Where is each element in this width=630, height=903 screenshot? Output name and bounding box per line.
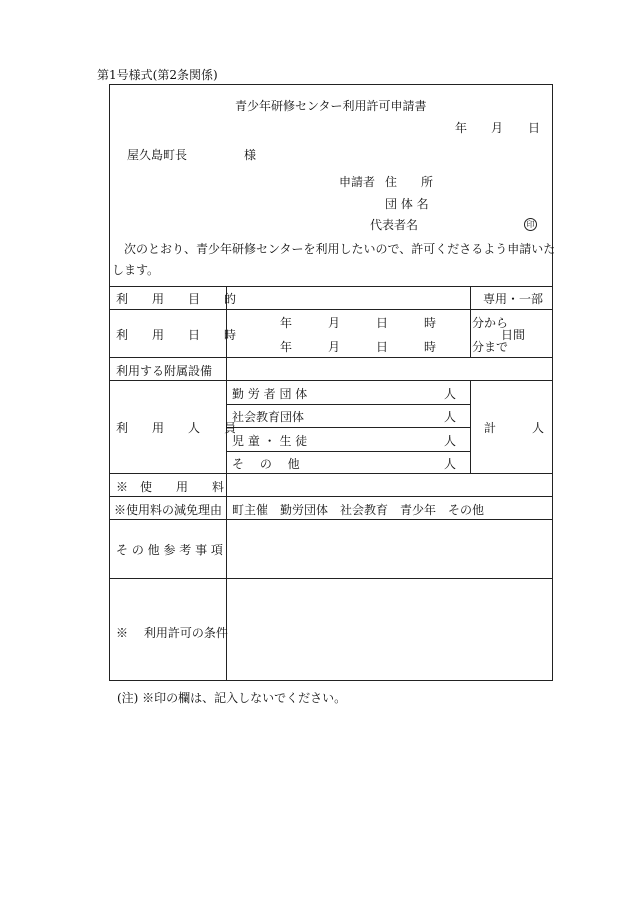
- fee-label: ※ 使 用 料: [116, 480, 225, 494]
- applicant-group-label: 団 体 名: [385, 197, 429, 211]
- row-divider: [110, 380, 552, 381]
- reduction-options: 町主催 勤労団体 社会教育 青少年 その他: [232, 503, 485, 517]
- column-divider: [470, 380, 471, 473]
- applicant-representative-label: 代表者名: [370, 218, 419, 232]
- column-divider: [226, 286, 227, 680]
- datetime-days: 日間: [501, 328, 526, 342]
- purpose-label: 利 用 目 的: [116, 292, 237, 306]
- footnote: (注) ※印の欄は、記入しないでください。: [117, 691, 347, 705]
- body-text-line-1: 次のとおり、青少年研修センターを利用したいので、許可くださるよう申請いた: [124, 242, 556, 256]
- date-day: 日: [528, 121, 541, 135]
- users-unit: 人: [444, 457, 457, 471]
- row-divider: [110, 473, 552, 474]
- notes-label: そ の 他 参 考 事 項: [116, 543, 223, 557]
- users-category: 社会教育団体: [232, 410, 305, 424]
- datetime-to: 年 月 日 時 分まで: [280, 340, 509, 354]
- addressee-honorific: 様: [244, 148, 257, 162]
- row-divider: [226, 451, 470, 452]
- applicant-label: 申請者: [339, 175, 376, 189]
- row-divider: [110, 357, 552, 358]
- date-month: 月: [491, 121, 504, 135]
- row-divider: [226, 404, 470, 405]
- conditions-label: ※ 利用許可の条件: [116, 626, 228, 640]
- equipment-label: 利用する附属設備: [116, 364, 213, 378]
- date-year: 年: [455, 121, 468, 135]
- purpose-type: 専用・一部: [483, 292, 544, 306]
- row-divider: [110, 286, 552, 287]
- datetime-label: 利 用 日 時: [116, 328, 237, 342]
- seal-mark: [524, 216, 537, 231]
- users-unit: 人: [444, 434, 457, 448]
- row-divider: [226, 427, 470, 428]
- users-category: 児 童 ・ 生 徒: [232, 434, 308, 448]
- row-divider: [110, 519, 552, 520]
- users-category: そ の 他: [232, 457, 300, 471]
- applicant-address-label: 住 所: [385, 175, 434, 189]
- reduction-label: ※使用料の減免理由: [114, 503, 223, 517]
- form-title: 青少年研修センター利用許可申請書: [235, 99, 427, 113]
- application-form: [109, 84, 556, 681]
- row-divider: [110, 309, 552, 310]
- row-divider: [110, 496, 552, 497]
- seal-icon: 印: [524, 218, 537, 231]
- datetime-from: 年 月 日 時 分から: [280, 316, 509, 330]
- form-number: 第1号様式(第2条関係): [97, 68, 218, 82]
- users-unit: 人: [444, 410, 457, 424]
- users-unit: 人: [444, 387, 457, 401]
- users-category: 勤 労 者 団 体: [232, 387, 308, 401]
- body-text-line-2: します。: [112, 263, 160, 277]
- addressee-name: 屋久島町長: [127, 148, 188, 162]
- users-label: 利 用 人 員: [116, 421, 237, 435]
- users-total: 計 人: [484, 421, 545, 435]
- row-divider: [110, 578, 552, 579]
